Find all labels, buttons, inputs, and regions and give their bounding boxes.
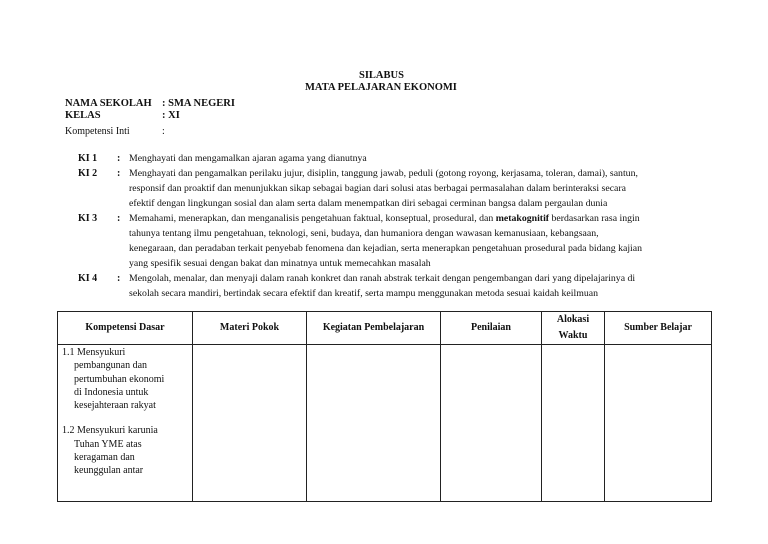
- header-time-allocation-line1: Alokasi: [556, 314, 590, 325]
- kd-item-line: di Indonesia untuk: [74, 386, 149, 398]
- document-title: SILABUS: [359, 70, 404, 81]
- kd-number: 1.1: [62, 347, 75, 358]
- header-learning-resources: Sumber Belajar: [605, 312, 712, 345]
- ki-line: efektif dengan lingkungan sosial dan alam serta dalam menempatkan diri sebagai cerminan bangsa dalam pergaulan dunia: [129, 198, 608, 209]
- kd-spacer: [62, 412, 192, 424]
- kd-item-line: [62, 424, 192, 437]
- ki-line: tahunya tentang ilmu pengetahuan, teknologi, seni, budaya, dan humaniora dengan wawasan kemanusiaan, kebangsaan,: [129, 228, 599, 239]
- header-assessment: Penilaian: [441, 312, 542, 345]
- kd-item-line: pembangunan dan: [74, 360, 148, 372]
- school-label: NAMA SEKOLAH: [65, 98, 152, 109]
- school-value: : SMA NEGERI: [162, 98, 235, 109]
- ki-line: kenegaraan, dan peradaban terkait penyebab fenomena dan kejadian, serta menerapkan pengetahuan prosedural pada bidang kajian: [129, 243, 643, 254]
- ki-separator: :: [117, 153, 121, 164]
- kd-text: Mensyukuri: [77, 347, 126, 358]
- ki-line: responsif dan proaktif dan menunjukkan sikap sebagai bagian dari solusi atas berbagai permasalahan dalam berinteraksi secara: [129, 183, 627, 194]
- kd-item-line: keunggulan antar: [74, 465, 144, 477]
- ki-line: [129, 213, 640, 225]
- ki-code: KI 1: [78, 153, 98, 164]
- document-subtitle: MATA PELAJARAN EKONOMI: [305, 82, 457, 93]
- kd-item-line: keragaman dan: [74, 452, 135, 464]
- ki-code: KI 3: [78, 213, 98, 224]
- header-time-allocation-line2: Waktu: [558, 330, 588, 341]
- ki-line-text: berdasarkan rasa ingin: [549, 213, 640, 224]
- header-main-material: Materi Pokok: [193, 312, 307, 345]
- class-label: KELAS: [65, 110, 101, 121]
- kd-item-line: pertumbuhan ekonomi: [74, 373, 165, 385]
- table-header-row: [58, 312, 712, 345]
- kd-number: 1.2: [62, 425, 75, 437]
- ki-line: Menghayati dan mengamalkan ajaran agama yang dianutnya: [129, 153, 367, 164]
- ki-separator: :: [117, 168, 121, 179]
- ki-line: Menghayati dan pengamalkan perilaku jujur, disiplin, tanggung jawab, peduli (gotong royong, kerjasama, toleran, damai), santun,: [129, 168, 638, 179]
- basic-competence-cell: [58, 345, 193, 502]
- time-allocation-cell: [542, 345, 605, 502]
- kd-item-line: [62, 346, 192, 359]
- ki-line-bold-term: metakognitif: [495, 213, 550, 224]
- basic-competence-list: [58, 345, 192, 478]
- header-time-allocation: [542, 312, 605, 345]
- core-competence-value: :: [162, 126, 165, 137]
- kd-text: Mensyukuri karunia: [77, 425, 158, 437]
- kd-item-line: Tuhan YME atas: [74, 438, 142, 450]
- ki-code: KI 4: [78, 273, 98, 284]
- class-value: : XI: [162, 110, 180, 121]
- ki-line: Mengolah, menalar, dan menyaji dalam ranah konkret dan ranah abstrak terkait dengan pengembangan dari yang dipelajarinya di: [129, 273, 636, 284]
- ki-separator: :: [117, 273, 121, 284]
- assessment-cell: [441, 345, 542, 502]
- syllabus-table: [57, 311, 712, 502]
- ki-line: yang spesifik sesuai dengan bakat dan minatnya untuk memecahkan masalah: [129, 258, 431, 269]
- learning-resources-cell: [605, 345, 712, 502]
- learning-activities-cell: [307, 345, 441, 502]
- main-material-cell: [193, 345, 307, 502]
- ki-line-text: Memahami, menerapkan, dan menganalisis pengetahuan faktual, konseptual, prosedural, dan: [129, 213, 496, 224]
- table-row: [58, 345, 712, 502]
- header-learning-activities: Kegiatan Pembelajaran: [307, 312, 441, 345]
- kd-item-line: kesejahteraan rakyat: [74, 400, 156, 412]
- ki-code: KI 2: [78, 168, 98, 179]
- header-basic-competence: Kompetensi Dasar: [58, 312, 193, 345]
- core-competence-label: Kompetensi Inti: [65, 126, 130, 137]
- ki-separator: :: [117, 213, 121, 224]
- ki-line: sekolah secara mandiri, bertindak secara efektif dan kreatif, serta mampu menggunakan metoda sesuai kaidah keilmuan: [129, 288, 598, 299]
